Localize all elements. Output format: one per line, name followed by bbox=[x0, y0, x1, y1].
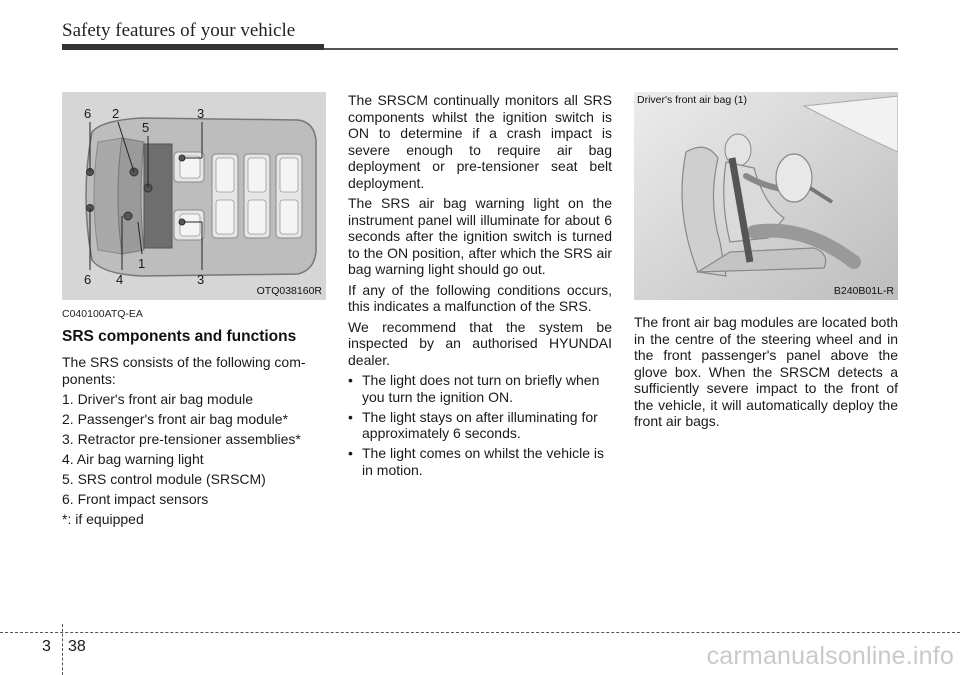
component-list bbox=[62, 391, 326, 528]
callout-6-bottom: 6 bbox=[84, 272, 92, 287]
page-header-title: Safety features of your vehicle bbox=[62, 20, 296, 41]
section-number: 3 bbox=[42, 638, 51, 655]
figure-code: OTQ038160R bbox=[256, 285, 322, 297]
bullet-item: • The light stays on after illuminating for approximately 6 seconds. bbox=[348, 409, 612, 442]
section-heading: SRS components and functions bbox=[62, 328, 297, 345]
driver-airbag-illustration bbox=[634, 92, 898, 300]
paragraph: The front air bag modules are located both in the centre of the steering wheel and in the front passenger's panel above the glove box. When the SRSCM detects a sufficiently severe impact to the front of the vehicle, it will automatically deploy the front air bags. bbox=[634, 314, 898, 429]
figure-code: B240B01L-R bbox=[833, 285, 894, 297]
vehicle-top-view-illustration bbox=[62, 92, 326, 300]
list-item: 5. SRS control module (SRSCM) bbox=[62, 471, 266, 487]
bullet-item: • The light does not turn on briefly when you turn the ignition ON. bbox=[348, 372, 612, 405]
footer-rule bbox=[0, 632, 960, 633]
footer-divider bbox=[62, 624, 63, 675]
callout-3-top: 3 bbox=[197, 106, 205, 121]
malfunction-bullet-list bbox=[348, 372, 612, 478]
column-1 bbox=[62, 92, 326, 531]
page-number: 38 bbox=[68, 638, 86, 655]
list-item: 4. Air bag warning light bbox=[62, 451, 204, 467]
paragraph: We recommend that the system be inspected by an authorised HYUNDAI dealer. bbox=[348, 318, 612, 368]
callout-4: 4 bbox=[116, 272, 124, 287]
srs-components-figure bbox=[62, 92, 326, 300]
list-item: 3. Retractor pre-tensioner assemblies* bbox=[62, 431, 301, 447]
callout-2: 2 bbox=[112, 106, 120, 121]
bullet-item: • The light comes on whilst the vehicle is in motion. bbox=[348, 445, 612, 478]
column-3 bbox=[634, 92, 898, 434]
list-item: 6. Front impact sensors bbox=[62, 491, 209, 507]
callout-5: 5 bbox=[142, 120, 150, 135]
column-2 bbox=[348, 92, 612, 482]
paragraph: The SRSCM continually monitors all SRS components whilst the ignition switch is ON to determine if a crash impact is severe enough to require air bag deployment or pre-tensioner seat belt deployment. bbox=[348, 92, 612, 191]
callout-3-bottom: 3 bbox=[197, 272, 205, 287]
paragraph: The SRS air bag warning light on the instrument panel will illuminate for about 6 seconds after the ignition switch is turned to the ON position, after which the SRS air bag warning light should go out. bbox=[348, 195, 612, 277]
callout-6-top: 6 bbox=[84, 106, 92, 121]
watermark: carmanualsonline.info bbox=[706, 642, 954, 670]
callout-1: 1 bbox=[138, 256, 146, 271]
driver-airbag-figure bbox=[634, 92, 898, 300]
section-intro: The SRS consists of the following com-ponents: bbox=[62, 354, 306, 387]
list-item: 1. Driver's front air bag module bbox=[62, 391, 253, 407]
list-item: *: if equipped bbox=[62, 511, 144, 527]
list-item: 2. Passenger's front air bag module* bbox=[62, 411, 289, 427]
header-rule-thin bbox=[324, 48, 898, 50]
section-code: C040100ATQ-EA bbox=[62, 308, 143, 320]
figure-caption: Driver's front air bag (1) bbox=[637, 94, 747, 106]
paragraph: If any of the following conditions occurs, this indicates a malfunction of the SRS. bbox=[348, 281, 612, 314]
header-rule-thick bbox=[62, 44, 324, 50]
